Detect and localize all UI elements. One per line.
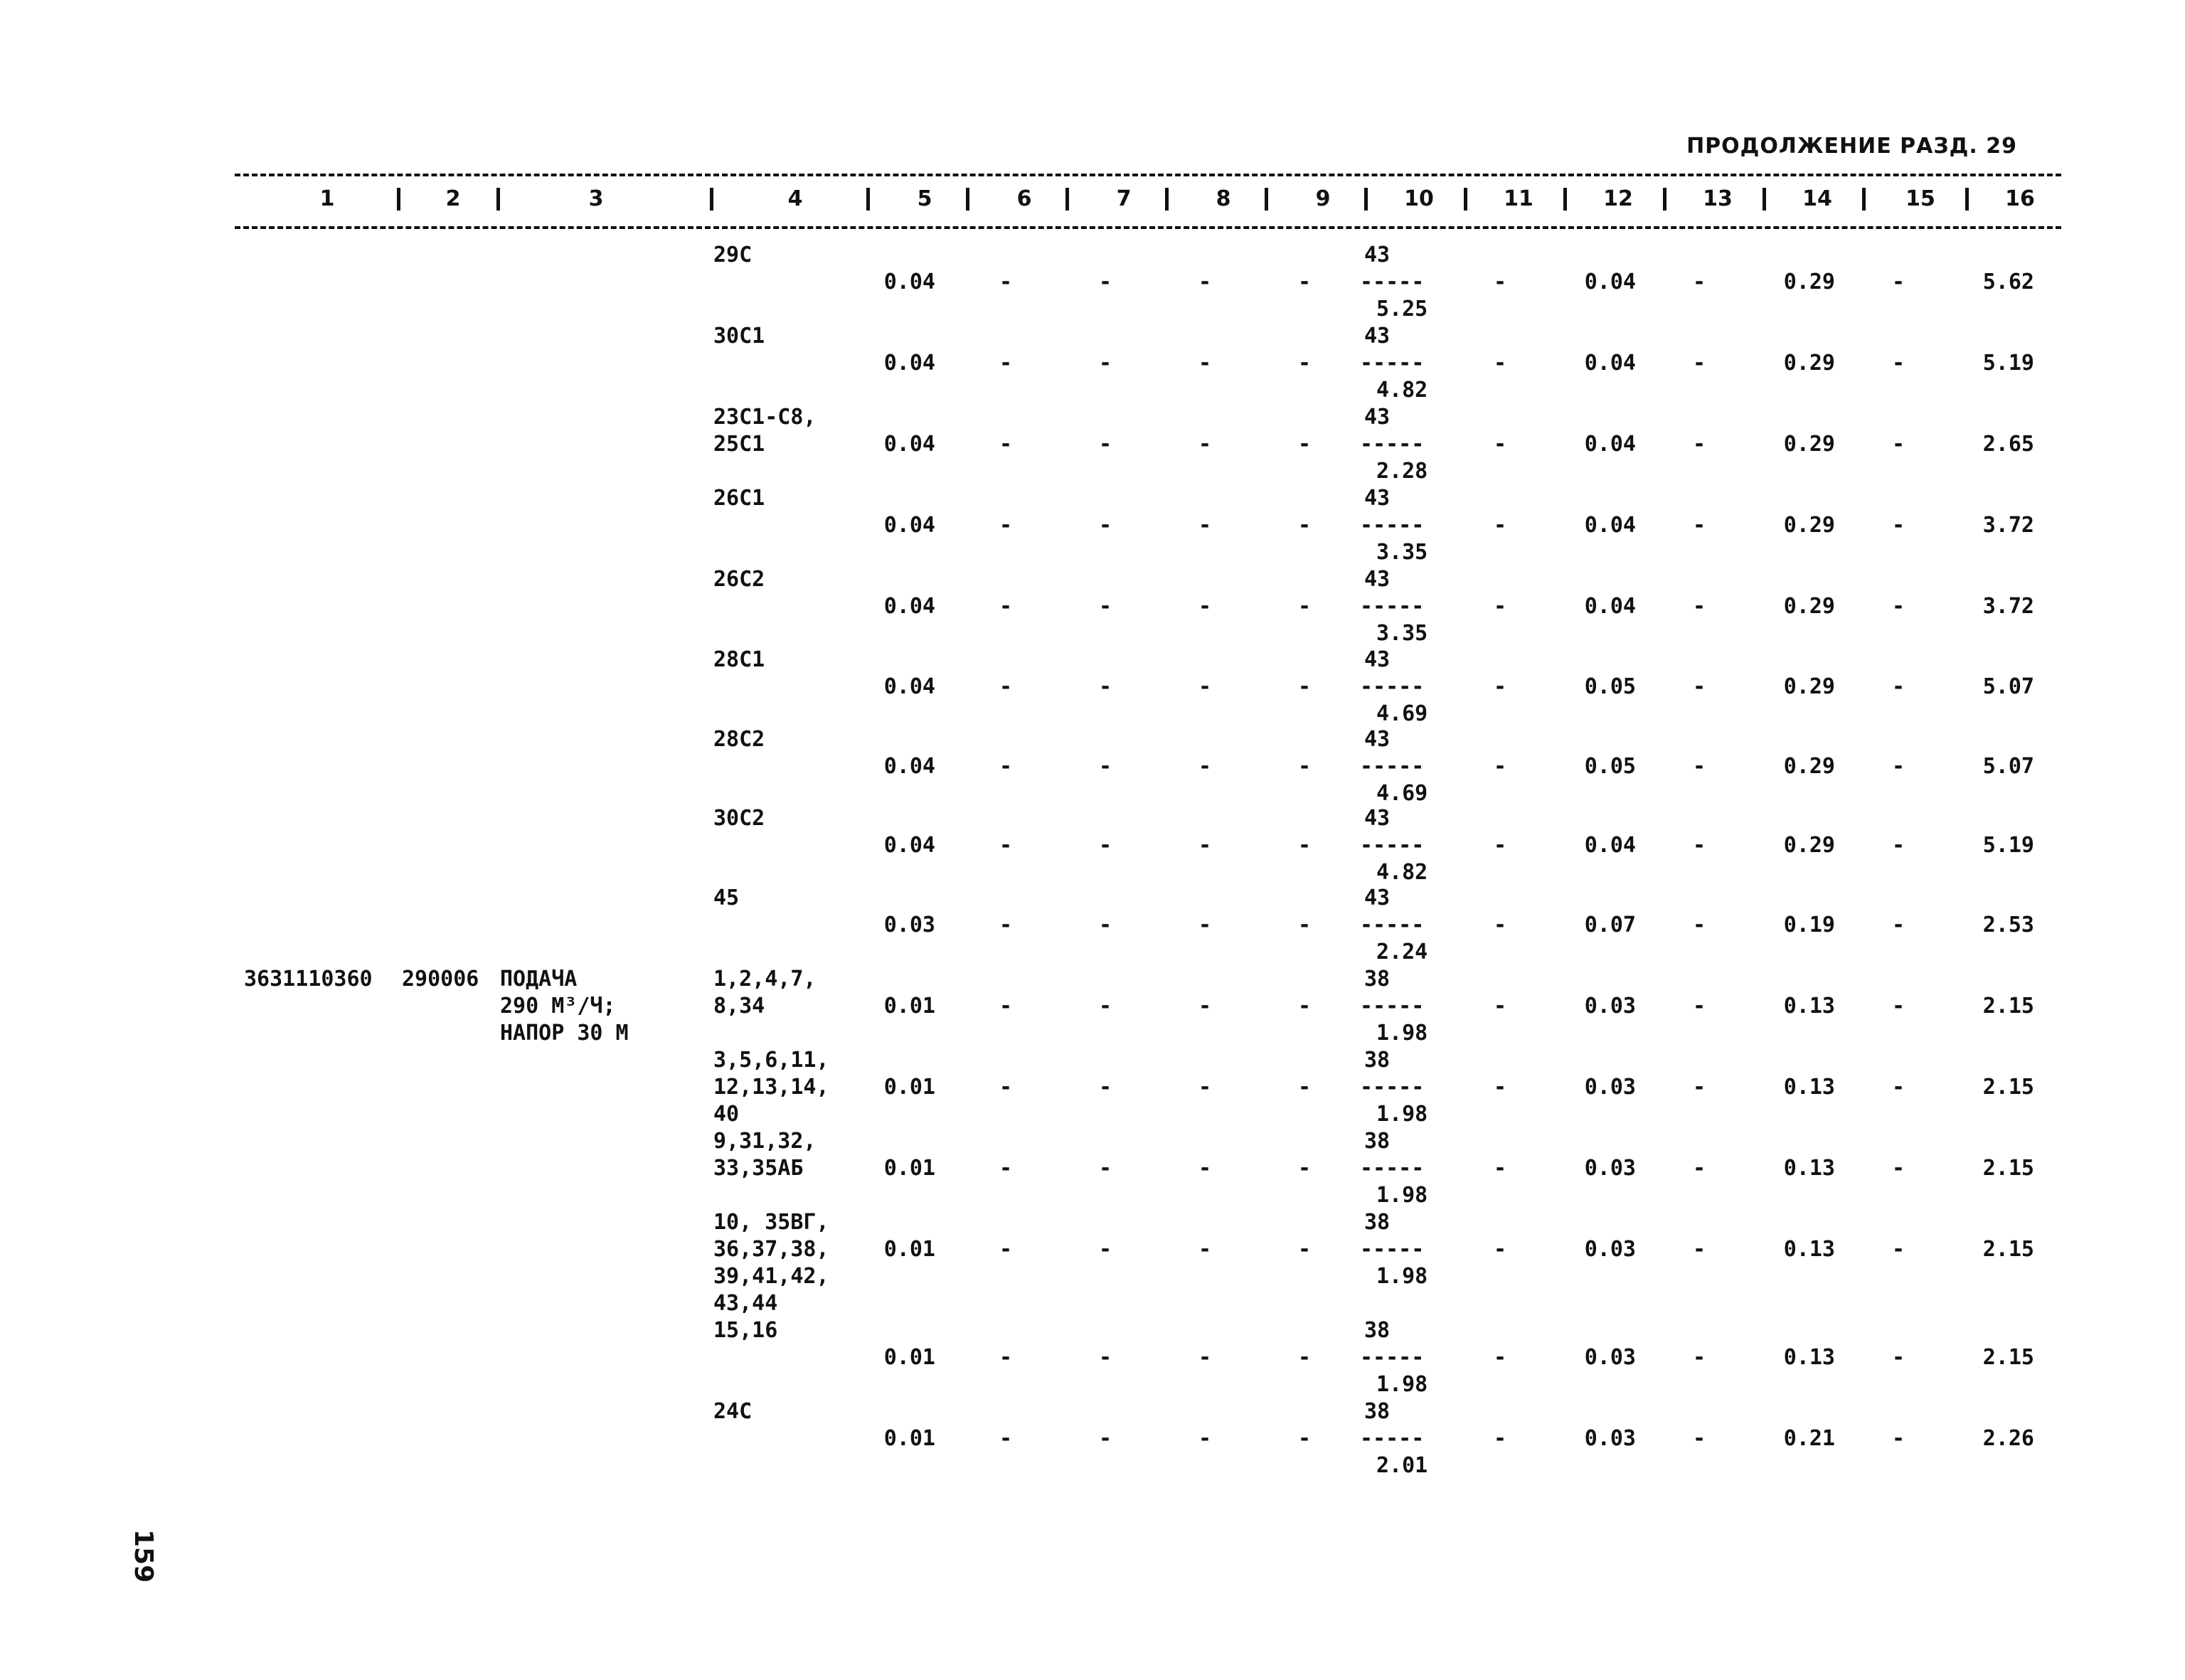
cell-col15: - [1892,674,1905,699]
cell-col11: - [1494,913,1507,937]
cell-col16: 5.62 [1982,270,2034,294]
cell-col9: - [1298,270,1312,294]
cell-col15: - [1892,913,1905,937]
cell-col5: 0.04 [883,594,935,619]
cell-col6: - [999,674,1013,699]
column-header-13: 13 [1703,186,1733,211]
cell-col6: - [999,833,1013,858]
cell-col14: 0.29 [1783,270,1835,294]
cell-col14: 0.13 [1783,1345,1835,1370]
cell-col10-denominator: 2.28 [1376,459,1428,484]
cell-col7: - [1099,513,1112,538]
cell-col12: 0.03 [1584,1156,1636,1181]
cell-col5: 0.01 [883,1237,935,1262]
cell-col10-numerator: 38 [1364,967,1391,991]
cell-col10-denominator: 2.01 [1376,1453,1428,1478]
cell-col12: 0.04 [1584,432,1636,457]
cell-col15: - [1892,833,1905,858]
cell-col5: 0.04 [883,674,935,699]
cell-col4-line: 25С1 [713,432,765,457]
cell-col10-numerator: 43 [1364,243,1391,267]
cell-col15: - [1892,994,1905,1019]
cell-col13: - [1693,1426,1706,1451]
cell-col8: - [1198,594,1212,619]
cell-col5: 0.01 [883,1426,935,1451]
cell-col10-numerator: 43 [1364,324,1391,349]
cell-col14: 0.13 [1783,994,1835,1019]
cell-col8: - [1198,513,1212,538]
cell-col10-numerator: 43 [1364,886,1391,910]
cell-col13: - [1693,1156,1706,1181]
cell-col16: 5.07 [1982,754,2034,779]
cell-col4-line: 33,35АБ [713,1156,804,1181]
cell-col4-line: 12,13,14, [713,1075,829,1100]
cell-col4-line: 43,44 [713,1291,778,1316]
cell-col4-line: 15,16 [713,1318,778,1343]
cell-col7: - [1099,270,1112,294]
cell-col15: - [1892,1237,1905,1262]
cell-col11: - [1494,1156,1507,1181]
cell-col10-fraction-bar: ----- [1360,1075,1425,1100]
cell-col6: - [999,1075,1013,1100]
cell-col14: 0.13 [1783,1156,1835,1181]
cell-col10-fraction-bar: ----- [1360,1237,1425,1262]
cell-col9: - [1298,351,1312,376]
cell-col9: - [1298,994,1312,1019]
cell-col10-fraction-bar: ----- [1360,674,1425,699]
cell-col12: 0.04 [1584,351,1636,376]
cell-col10-numerator: 38 [1364,1048,1391,1073]
cell-col7: - [1099,351,1112,376]
cell-col6: - [999,1426,1013,1451]
cell-col10-denominator: 1.98 [1376,1183,1428,1208]
cell-col15: - [1892,594,1905,619]
cell-col16: 5.07 [1982,674,2034,699]
cell-col8: - [1198,994,1212,1019]
column-header-14: 14 [1802,186,1832,211]
cell-col11: - [1494,1426,1507,1451]
cell-col13: - [1693,1075,1706,1100]
cell-col10-numerator: 43 [1364,647,1391,672]
cell-col16: 2.15 [1982,1156,2034,1181]
column-separator [1563,188,1567,211]
cell-col10-denominator: 1.98 [1376,1021,1428,1046]
column-separator [1763,188,1766,211]
cell-col4-line: 3,5,6,11, [713,1048,829,1073]
cell-col9: - [1298,1075,1312,1100]
cell-col8: - [1198,754,1212,779]
cell-col10-denominator: 5.25 [1376,297,1428,321]
cell-col3-line: ПОДАЧА [500,967,578,991]
cell-col10-denominator: 4.82 [1376,378,1428,403]
cell-col5: 0.04 [883,513,935,538]
cell-col10-fraction-bar: ----- [1360,432,1425,457]
cell-col10-fraction-bar: ----- [1360,270,1425,294]
cell-col15: - [1892,1345,1905,1370]
cell-col13: - [1693,594,1706,619]
cell-col10-numerator: 38 [1364,1210,1391,1235]
cell-col8: - [1198,1075,1212,1100]
column-separator [1364,188,1368,211]
cell-col12: 0.04 [1584,833,1636,858]
column-header-11: 11 [1504,186,1533,211]
cell-col9: - [1298,674,1312,699]
cell-col16: 2.15 [1982,1075,2034,1100]
cell-col13: - [1693,1345,1706,1370]
column-separator [1265,188,1268,211]
cell-col7: - [1099,1426,1112,1451]
column-header-15: 15 [1905,186,1935,211]
cell-col7: - [1099,432,1112,457]
cell-col12: 0.07 [1584,913,1636,937]
cell-col9: - [1298,913,1312,937]
cell-col9: - [1298,1237,1312,1262]
cell-col10-denominator: 3.35 [1376,540,1428,565]
cell-col7: - [1099,594,1112,619]
cell-col10-denominator: 3.35 [1376,621,1428,646]
cell-col8: - [1198,674,1212,699]
cell-col5: 0.04 [883,754,935,779]
cell-col10-fraction-bar: ----- [1360,1345,1425,1370]
cell-col12: 0.05 [1584,674,1636,699]
cell-col5: 0.03 [883,913,935,937]
cell-col12: 0.04 [1584,513,1636,538]
cell-col15: - [1892,513,1905,538]
cell-col10-numerator: 38 [1364,1129,1391,1154]
cell-col14: 0.21 [1783,1426,1835,1451]
cell-col7: - [1099,994,1112,1019]
cell-col16: 5.19 [1982,833,2034,858]
cell-col6: - [999,1156,1013,1181]
cell-col4-line: 30С1 [713,324,765,349]
cell-col9: - [1298,1426,1312,1451]
cell-col10-numerator: 43 [1364,567,1391,592]
cell-col11: - [1494,1345,1507,1370]
cell-col10-fraction-bar: ----- [1360,833,1425,858]
cell-col13: - [1693,674,1706,699]
cell-col11: - [1494,833,1507,858]
cell-col11: - [1494,1075,1507,1100]
cell-col16: 2.53 [1982,913,2034,937]
cell-col10-fraction-bar: ----- [1360,351,1425,376]
column-separator [1965,188,1969,211]
cell-col15: - [1892,1156,1905,1181]
column-header-9: 9 [1315,186,1331,211]
cell-col4-line: 10, 35ВГ, [713,1210,829,1235]
cell-col15: - [1892,1075,1905,1100]
cell-col13: - [1693,432,1706,457]
cell-col14: 0.29 [1783,833,1835,858]
cell-col6: - [999,351,1013,376]
cell-col10-denominator: 2.24 [1376,940,1428,964]
cell-col9: - [1298,754,1312,779]
cell-col4-line: 8,34 [713,994,765,1019]
column-header-3: 3 [588,186,604,211]
cell-col16: 2.15 [1982,1237,2034,1262]
cell-col10-denominator: 1.98 [1376,1264,1428,1289]
cell-col12: 0.05 [1584,754,1636,779]
page-number: 159 [129,1529,158,1583]
cell-col6: - [999,1345,1013,1370]
cell-col12: 0.03 [1584,1345,1636,1370]
cell-col7: - [1099,833,1112,858]
cell-col6: - [999,1237,1013,1262]
cell-col4-line: 24С [713,1399,753,1424]
cell-col10-fraction-bar: ----- [1360,913,1425,937]
column-separator [1862,188,1866,211]
cell-col15: - [1892,432,1905,457]
cell-col13: - [1693,994,1706,1019]
column-header-4: 4 [787,186,803,211]
cell-col13: - [1693,754,1706,779]
cell-col10-numerator: 43 [1364,806,1391,831]
column-header-12: 12 [1603,186,1633,211]
page-title: ПРОДОЛЖЕНИЕ РАЗД. 29 [1686,134,2017,159]
cell-col4-line: 39,41,42, [713,1264,829,1289]
cell-col12: 0.03 [1584,1237,1636,1262]
column-header-5: 5 [917,186,932,211]
cell-col13: - [1693,513,1706,538]
cell-col4-line: 28С1 [713,647,765,672]
cell-col10-denominator: 4.69 [1376,701,1428,726]
table-top-rule [235,174,2061,176]
cell-col5: 0.01 [883,994,935,1019]
cell-col7: - [1099,1156,1112,1181]
column-separator [1065,188,1069,211]
cell-col13: - [1693,351,1706,376]
cell-col10-numerator: 43 [1364,405,1391,430]
column-separator [1663,188,1666,211]
cell-col14: 0.29 [1783,432,1835,457]
cell-col8: - [1198,1345,1212,1370]
cell-col8: - [1198,833,1212,858]
cell-col14: 0.29 [1783,351,1835,376]
column-separator [866,188,870,211]
cell-col14: 0.29 [1783,754,1835,779]
cell-col10-denominator: 4.69 [1376,781,1428,806]
cell-col11: - [1494,351,1507,376]
column-header-7: 7 [1116,186,1132,211]
cell-col11: - [1494,432,1507,457]
cell-col15: - [1892,351,1905,376]
cell-col7: - [1099,1075,1112,1100]
cell-col2: 290006 [402,967,479,991]
column-separator [397,188,400,211]
cell-col14: 0.29 [1783,594,1835,619]
cell-col5: 0.04 [883,432,935,457]
column-header-10: 10 [1404,186,1434,211]
cell-col6: - [999,432,1013,457]
cell-col7: - [1099,674,1112,699]
cell-col4-line: 26С1 [713,486,765,511]
cell-col5: 0.04 [883,270,935,294]
cell-col4-line: 23С1-С8, [713,405,817,430]
cell-col9: - [1298,432,1312,457]
cell-col4-line: 30С2 [713,806,765,831]
column-header-1: 1 [319,186,335,211]
cell-col9: - [1298,1156,1312,1181]
cell-col7: - [1099,1345,1112,1370]
cell-col15: - [1892,754,1905,779]
cell-col6: - [999,594,1013,619]
cell-col8: - [1198,1426,1212,1451]
cell-col10-fraction-bar: ----- [1360,754,1425,779]
cell-col3-line: 290 М³/Ч; [500,994,616,1019]
cell-col11: - [1494,994,1507,1019]
cell-col14: 0.29 [1783,674,1835,699]
cell-col16: 2.15 [1982,1345,2034,1370]
cell-col11: - [1494,270,1507,294]
cell-col11: - [1494,1237,1507,1262]
cell-col13: - [1693,1237,1706,1262]
column-separator [496,188,500,211]
cell-col4-line: 45 [713,886,740,910]
cell-col10-fraction-bar: ----- [1360,594,1425,619]
cell-col10-numerator: 38 [1364,1318,1391,1343]
cell-col14: 0.19 [1783,913,1835,937]
cell-col13: - [1693,913,1706,937]
cell-col8: - [1198,351,1212,376]
column-header-16: 16 [2005,186,2035,211]
cell-col12: 0.04 [1584,270,1636,294]
cell-col11: - [1494,513,1507,538]
cell-col1: 3631110360 [244,967,373,991]
cell-col12: 0.04 [1584,594,1636,619]
cell-col8: - [1198,432,1212,457]
cell-col6: - [999,754,1013,779]
cell-col10-denominator: 1.98 [1376,1102,1428,1127]
cell-col15: - [1892,1426,1905,1451]
cell-col16: 2.15 [1982,994,2034,1019]
cell-col5: 0.01 [883,1156,935,1181]
cell-col5: 0.04 [883,351,935,376]
cell-col16: 2.65 [1982,432,2034,457]
cell-col11: - [1494,594,1507,619]
cell-col5: 0.01 [883,1075,935,1100]
cell-col16: 3.72 [1982,513,2034,538]
cell-col10-fraction-bar: ----- [1360,1156,1425,1181]
cell-col4-line: 40 [713,1102,740,1127]
cell-col7: - [1099,754,1112,779]
column-header-8: 8 [1216,186,1231,211]
cell-col4-line: 28С2 [713,727,765,752]
cell-col13: - [1693,270,1706,294]
cell-col10-fraction-bar: ----- [1360,1426,1425,1451]
cell-col10-denominator: 1.98 [1376,1372,1428,1397]
cell-col9: - [1298,513,1312,538]
cell-col4-line: 1,2,4,7, [713,967,817,991]
cell-col8: - [1198,1237,1212,1262]
table-header-rule [235,226,2061,229]
cell-col16: 5.19 [1982,351,2034,376]
cell-col16: 2.26 [1982,1426,2034,1451]
cell-col8: - [1198,913,1212,937]
column-separator [1464,188,1467,211]
cell-col8: - [1198,270,1212,294]
cell-col4-line: 29С [713,243,753,267]
cell-col12: 0.03 [1584,994,1636,1019]
cell-col5: 0.01 [883,1345,935,1370]
column-separator [966,188,969,211]
column-header-6: 6 [1016,186,1032,211]
column-separator [1165,188,1169,211]
cell-col9: - [1298,1345,1312,1370]
cell-col15: - [1892,270,1905,294]
cell-col9: - [1298,833,1312,858]
column-header-2: 2 [445,186,461,211]
cell-col6: - [999,994,1013,1019]
cell-col7: - [1099,913,1112,937]
cell-col13: - [1693,833,1706,858]
cell-col12: 0.03 [1584,1426,1636,1451]
cell-col10-numerator: 43 [1364,486,1391,511]
cell-col9: - [1298,594,1312,619]
cell-col5: 0.04 [883,833,935,858]
column-separator [710,188,713,211]
cell-col8: - [1198,1156,1212,1181]
cell-col3-line: НАПОР 30 М [500,1021,629,1046]
cell-col4-line: 9,31,32, [713,1129,817,1154]
cell-col14: 0.13 [1783,1237,1835,1262]
cell-col4-line: 36,37,38, [713,1237,829,1262]
cell-col14: 0.29 [1783,513,1835,538]
cell-col11: - [1494,674,1507,699]
cell-col10-fraction-bar: ----- [1360,994,1425,1019]
cell-col6: - [999,270,1013,294]
cell-col10-numerator: 43 [1364,727,1391,752]
cell-col16: 3.72 [1982,594,2034,619]
cell-col4-line: 26С2 [713,567,765,592]
cell-col10-denominator: 4.82 [1376,860,1428,885]
cell-col14: 0.13 [1783,1075,1835,1100]
cell-col12: 0.03 [1584,1075,1636,1100]
cell-col11: - [1494,754,1507,779]
cell-col6: - [999,913,1013,937]
cell-col10-numerator: 38 [1364,1399,1391,1424]
cell-col10-fraction-bar: ----- [1360,513,1425,538]
cell-col6: - [999,513,1013,538]
cell-col7: - [1099,1237,1112,1262]
